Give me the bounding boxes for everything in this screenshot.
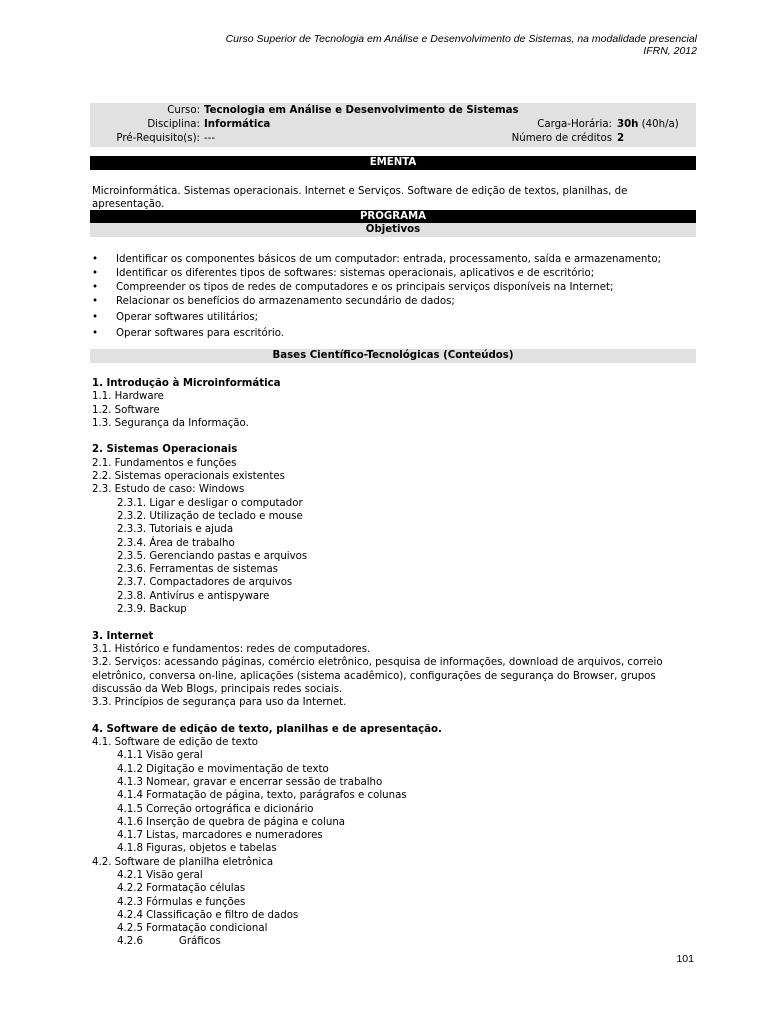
- disciplina-row: [90, 118, 696, 132]
- list-item: 4.2.4 Classificação e filtro de dados: [117, 909, 299, 921]
- header-institution-line: IFRN, 2012: [643, 45, 697, 57]
- list-item: 2.3.8. Antivírus e antispyware: [117, 590, 270, 602]
- item-number: 4.2.6: [117, 936, 143, 948]
- prerequisito-value: ---: [204, 133, 216, 144]
- creditos-label: Número de créditos: [511, 133, 612, 144]
- conteudos: [92, 377, 702, 949]
- bullet: •: [92, 282, 99, 293]
- objetivo-text: Identificar os diferentes tipos de softwares: sistemas operacionais, aplicativos e de escritório;: [116, 268, 595, 279]
- list-item: 4.1.3 Nomear, gravar e encerrar sessão de trabalho: [117, 776, 383, 788]
- list-item: 4.1.4 Formatação de página, texto, parágrafos e colunas: [117, 790, 407, 802]
- section-3-title: 3. Internet: [92, 630, 154, 642]
- list-item: [92, 281, 692, 295]
- list-item: 2.3.5. Gerenciando pastas e arquivos: [117, 550, 308, 562]
- list-item: 4.1.2 Digitação e movimentação de texto: [117, 763, 329, 775]
- objetivos-heading: Objetivos: [90, 223, 696, 237]
- curso-label: Curso:: [167, 105, 200, 116]
- course-info-box: [90, 103, 696, 147]
- ementa-text: Microinformática. Sistemas operacionais. Internet e Serviços. Software de edição de textos, planilhas, de apresentação.: [92, 186, 628, 210]
- carga-horaria-label: Carga-Horária:: [537, 119, 612, 130]
- list-item: 3.3. Princípios de segurança para uso da Internet.: [92, 697, 347, 709]
- curso-row: [90, 104, 696, 118]
- list-item: 4.1. Software de edição de texto: [92, 737, 258, 749]
- list-item: 2.2. Sistemas operacionais existentes: [92, 471, 285, 483]
- prerequisito-row: [90, 132, 696, 146]
- objetivo-text: Operar softwares utilitários;: [116, 312, 259, 323]
- list-item: 4.2.5 Formatação condicional: [117, 923, 268, 935]
- list-item: 2.3.6. Ferramentas de sistemas: [117, 564, 278, 576]
- curso-value: Tecnologia em Análise e Desenvolvimento de Sistemas: [204, 105, 519, 116]
- list-item: 2.3.9. Backup: [117, 604, 187, 616]
- list-item: 4.2.2 Formatação células: [117, 883, 246, 895]
- list-item: 1.1. Hardware: [92, 391, 164, 403]
- list-item: 2.3.1. Ligar e desligar o computador: [117, 497, 303, 509]
- page-number: 101: [676, 953, 694, 965]
- list-item: 1.2. Software: [92, 404, 160, 416]
- programa-heading: PROGRAMA: [90, 210, 696, 224]
- prerequisito-label: Pré-Requisito(s):: [116, 133, 200, 144]
- creditos-value: 2: [617, 133, 625, 144]
- list-item: 3.1. Histórico e fundamentos: redes de computadores.: [92, 643, 371, 655]
- item-text: Gráficos: [178, 936, 221, 948]
- list-item: 4.1.8 Figuras, objetos e tabelas: [117, 843, 277, 855]
- list-item: 4.1.1 Visão geral: [117, 750, 203, 762]
- section-1-title: 1. Introdução à Microinformática: [92, 378, 281, 389]
- list-item: [92, 253, 692, 267]
- list-item: 1.3. Segurança da Informação.: [92, 417, 249, 429]
- carga-horaria-value: [617, 118, 679, 132]
- list-item: 4.2.3 Fórmulas e funções: [117, 896, 246, 908]
- list-item: 4.1.6 Inserção de quebra de página e coluna: [117, 816, 346, 828]
- disciplina-value: Informática: [204, 119, 271, 130]
- bullet: •: [92, 312, 99, 323]
- list-item: 2.1. Fundamentos e funções: [92, 457, 237, 469]
- bullet: •: [92, 296, 99, 307]
- bullet: •: [92, 254, 99, 265]
- carga-horaria-aulas: (40h/a): [638, 119, 679, 130]
- ementa-heading: EMENTA: [90, 156, 696, 170]
- list-item: 2.3.2. Utilização de teclado e mouse: [117, 510, 303, 522]
- objetivos-list: [92, 253, 692, 341]
- objetivo-text: Identificar os componentes básicos de um computador: entrada, processamento, saída e armazenamento;: [116, 254, 662, 265]
- list-item: 2.3.7. Compactadores de arquivos: [117, 577, 293, 589]
- list-item: 3.2. Serviços: acessando páginas, comércio eletrônico, pesquisa de informações, download de arquivos, correio eletrônico, conversa on-line, aplicações (sistema acadêmico), configurações de segurança do Browser, grupos discussão da Web Blogs, principais redes sociais.: [92, 657, 663, 695]
- section-2-title: 2. Sistemas Operacionais: [92, 444, 238, 456]
- list-item: 4.1.7 Listas, marcadores e numeradores: [117, 830, 323, 842]
- list-item: 4.2. Software de planilha eletrônica: [92, 856, 274, 868]
- list-item: [92, 295, 692, 309]
- bullet: •: [92, 328, 99, 339]
- disciplina-label: Disciplina:: [147, 119, 200, 130]
- list-item: [92, 325, 692, 341]
- list-item: [92, 267, 692, 281]
- bullet: •: [92, 268, 99, 279]
- list-item: [92, 309, 692, 325]
- carga-horaria-hours: 30h: [617, 119, 639, 130]
- bases-heading: Bases Científico-Tecnológicas (Conteúdos): [90, 349, 696, 363]
- list-item: [92, 935, 702, 948]
- objetivo-text: Operar softwares para escritório.: [116, 328, 285, 339]
- list-item: 2.3.4. Área de trabalho: [117, 537, 235, 549]
- list-item: 2.3. Estudo de caso: Windows: [92, 484, 245, 496]
- objetivo-text: Relacionar os benefícios do armazenamento secundário de dados;: [116, 296, 455, 307]
- section-4-title: 4. Software de edição de texto, planilhas e de apresentação.: [92, 723, 442, 735]
- list-item: 4.1.5 Correção ortográfica e dicionário: [117, 803, 314, 815]
- objetivo-text: Compreender os tipos de redes de computadores e os principais serviços disponíveis na Internet;: [116, 282, 614, 293]
- list-item: 2.3.3. Tutoriais e ajuda: [117, 524, 234, 536]
- list-item: 4.2.1 Visão geral: [117, 869, 203, 881]
- header-course-line: Curso Superior de Tecnologia em Análise e Desenvolvimento de Sistemas, na modalidade presencial: [225, 33, 697, 45]
